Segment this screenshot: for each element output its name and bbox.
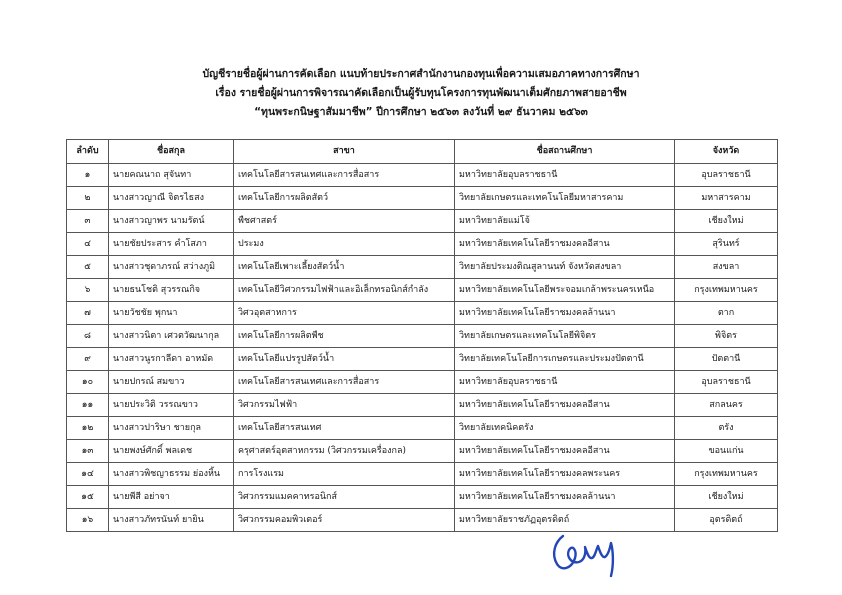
column-header-major: สาขา [234, 140, 455, 164]
cell-major: เทคโนโลยีการผลิตสัตว์ [234, 187, 455, 210]
table-row [67, 486, 778, 509]
cell-institution: มหาวิทยาลัยอุบลราชธานี [455, 164, 675, 187]
column-header-name: ชื่อสกุล [109, 140, 234, 164]
cell-order: ๘ [67, 325, 109, 348]
cell-order: ๓ [67, 210, 109, 233]
cell-name: นายธนโชติ สุวรรณกิจ [109, 279, 234, 302]
cell-name: นางสาวญาพร นามรัตน์ [109, 210, 234, 233]
cell-order: ๖ [67, 279, 109, 302]
cell-name: นายประวิติ วรรณขาว [109, 394, 234, 417]
cell-province: เชียงใหม่ [675, 210, 778, 233]
column-header-province: จังหวัด [675, 140, 778, 164]
table-row [67, 256, 778, 279]
table-row [67, 440, 778, 463]
cell-major: วิศวอุตสาหการ [234, 302, 455, 325]
cell-province: ปัตตานี [675, 348, 778, 371]
table-body [67, 164, 778, 532]
cell-province: อุบลราชธานี [675, 371, 778, 394]
cell-order: ๑๓ [67, 440, 109, 463]
cell-order: ๑๕ [67, 486, 109, 509]
cell-name: นายพงษ์ศักดิ์ พลเดช [109, 440, 234, 463]
cell-name: นายพีสี อย่าจา [109, 486, 234, 509]
header-title-line-2: เรื่อง รายชื่อผู้ผ่านการพิจารณาคัดเลือกเป็นผู้รับทุนโครงการทุนพัฒนาเต็มศักยภาพสายอาชีพ [215, 87, 627, 99]
cell-order: ๑๑ [67, 394, 109, 417]
table-row [67, 164, 778, 187]
cell-province: อุบลราชธานี [675, 164, 778, 187]
cell-order: ๗ [67, 302, 109, 325]
cell-name: นางสาวญาณี จิตรไธสง [109, 187, 234, 210]
cell-province: สกลนคร [675, 394, 778, 417]
cell-order: ๑ [67, 164, 109, 187]
header-title-line-1: บัญชีรายชื่อผู้ผ่านการคัดเลือก แนบท้ายประกาศสำนักงานกองทุนเพื่อความเสมอภาคทางการศึกษา [202, 68, 640, 80]
cell-name: นายคณนาถ สุจันทา [109, 164, 234, 187]
cell-name: นางสาวพิชญาธรรม ย่องหิ้น [109, 463, 234, 486]
cell-institution: วิทยาลัยเทคนิคตรัง [455, 417, 675, 440]
header-title-line-3: “ทุนพระกนิษฐาสัมมาชีพ” ปีการศึกษา ๒๕๖๓ ลงวันที่ ๒๙ ธันวาคม ๒๕๖๓ [254, 106, 588, 118]
cell-province: กรุงเทพมหานคร [675, 463, 778, 486]
cell-name: นางสาวปาริษา ชายกุล [109, 417, 234, 440]
cell-province: พิจิตร [675, 325, 778, 348]
cell-order: ๔ [67, 233, 109, 256]
cell-institution: มหาวิทยาลัยเทคโนโลยีราชมงคลพระนคร [455, 463, 675, 486]
cell-institution: มหาวิทยาลัยเทคโนโลยีราชมงคลล้านนา [455, 302, 675, 325]
cell-name: นางสาวชุดาภรณ์ สว่างภูมิ [109, 256, 234, 279]
cell-major: เทคโนโลยีแปรรูปสัตว์น้ำ [234, 348, 455, 371]
cell-major: เทคโนโลยีการผลิตพืช [234, 325, 455, 348]
signature [545, 528, 630, 580]
cell-name: นายปกรณ์ สมขาว [109, 371, 234, 394]
cell-province: อุตรดิตถ์ [675, 509, 778, 532]
cell-institution: มหาวิทยาลัยเทคโนโลยีราชมงคลอีสาน [455, 233, 675, 256]
table-row [67, 509, 778, 532]
cell-institution: มหาวิทยาลัยอุบลราชธานี [455, 371, 675, 394]
cell-name: นางสาวนูรกาลีดา อาหมัด [109, 348, 234, 371]
table-row [67, 417, 778, 440]
cell-institution: มหาวิทยาลัยเทคโนโลยีราชมงคลอีสาน [455, 440, 675, 463]
recipients-table [66, 139, 778, 532]
cell-order: ๑๖ [67, 509, 109, 532]
cell-institution: มหาวิทยาลัยแม่โจ้ [455, 210, 675, 233]
cell-institution: วิทยาลัยเกษตรและเทคโนโลยีมหาสารคาม [455, 187, 675, 210]
cell-institution: มหาวิทยาลัยเทคโนโลยีราชมงคลล้านนา [455, 486, 675, 509]
column-header-institution: ชื่อสถานศึกษา [455, 140, 675, 164]
column-header-order: ลำดับ [67, 140, 109, 164]
cell-order: ๑๐ [67, 371, 109, 394]
document-header [0, 65, 842, 122]
table-row [67, 325, 778, 348]
cell-major: เทคโนโลยีวิศวกรรมไฟฟ้าและอิเล็กทรอนิกส์กำลัง [234, 279, 455, 302]
table-row [67, 187, 778, 210]
cell-name: นายชัยประสาร คำโสภา [109, 233, 234, 256]
cell-institution: วิทยาลัยเกษตรและเทคโนโลยีพิจิตร [455, 325, 675, 348]
cell-province: เชียงใหม่ [675, 486, 778, 509]
cell-order: ๑๔ [67, 463, 109, 486]
cell-order: ๒ [67, 187, 109, 210]
cell-major: วิศวกรรมคอมพิวเตอร์ [234, 509, 455, 532]
cell-major: เทคโนโลยีสารสนเทศและการสื่อสาร [234, 371, 455, 394]
cell-province: กรุงเทพมหานคร [675, 279, 778, 302]
cell-province: สุรินทร์ [675, 233, 778, 256]
table-header-row [67, 140, 778, 164]
cell-name: นางสาวนิตา เศวตวัฒนากุล [109, 325, 234, 348]
cell-name: นางสาวภัทรนันท์ ยายิน [109, 509, 234, 532]
table-row [67, 210, 778, 233]
cell-major: เทคโนโลยีสารสนเทศ [234, 417, 455, 440]
table-row [67, 348, 778, 371]
cell-institution: วิทยาลัยประมงติณสูลานนท์ จังหวัดสงขลา [455, 256, 675, 279]
table-row [67, 371, 778, 394]
table-row [67, 302, 778, 325]
cell-institution: มหาวิทยาลัยเทคโนโลยีราชมงคลอีสาน [455, 394, 675, 417]
cell-major: ประมง [234, 233, 455, 256]
cell-major: วิศวกรรมแมคคาทรอนิกส์ [234, 486, 455, 509]
cell-name: นายวัชชัย พุกนา [109, 302, 234, 325]
cell-major: การโรงแรม [234, 463, 455, 486]
cell-major: ครุศาสตร์อุตสาหกรรม (วิศวกรรมเครื่องกล) [234, 440, 455, 463]
cell-institution: มหาวิทยาลัยเทคโนโลยีพระจอมเกล้าพระนครเหนือ [455, 279, 675, 302]
cell-major: เทคโนโลยีสารสนเทศและการสื่อสาร [234, 164, 455, 187]
table-row [67, 394, 778, 417]
table-row [67, 463, 778, 486]
cell-province: ตาก [675, 302, 778, 325]
cell-major: เทคโนโลยีเพาะเลี้ยงสัตว์น้ำ [234, 256, 455, 279]
cell-institution: มหาวิทยาลัยราชภัฏอุตรดิตถ์ [455, 509, 675, 532]
table-row [67, 233, 778, 256]
cell-province: ขอนแก่น [675, 440, 778, 463]
cell-province: สงขลา [675, 256, 778, 279]
cell-institution: วิทยาลัยเทคโนโลยีการเกษตรและประมงปัตตานี [455, 348, 675, 371]
cell-order: ๕ [67, 256, 109, 279]
cell-major: วิศวกรรมไฟฟ้า [234, 394, 455, 417]
table-row [67, 279, 778, 302]
signature-stroke [554, 536, 613, 576]
cell-major: พืชศาสตร์ [234, 210, 455, 233]
cell-order: ๑๒ [67, 417, 109, 440]
cell-order: ๙ [67, 348, 109, 371]
cell-province: ตรัง [675, 417, 778, 440]
cell-province: มหาสารคาม [675, 187, 778, 210]
